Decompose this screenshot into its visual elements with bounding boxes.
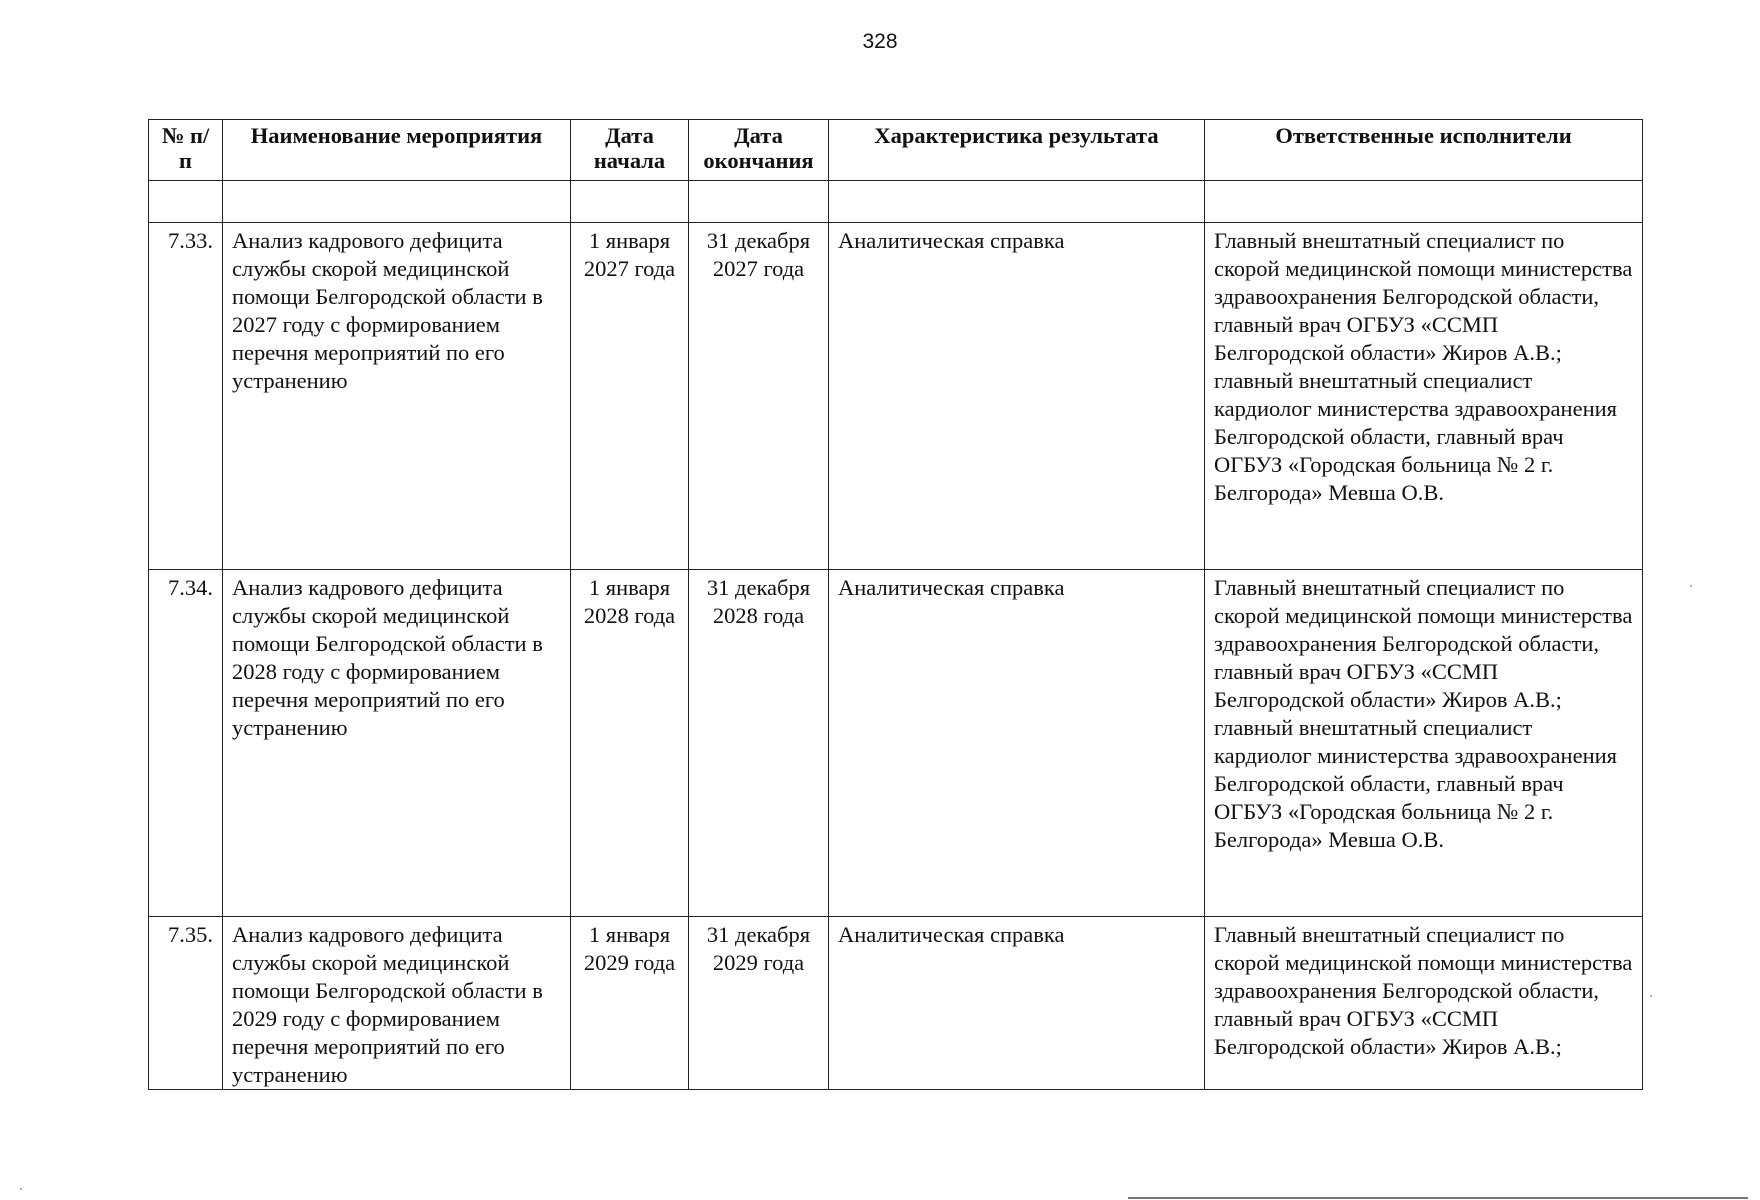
header-result: Характеристика результата bbox=[829, 120, 1205, 181]
scan-edge-line bbox=[1128, 1197, 1748, 1199]
page-number: 328 bbox=[862, 30, 898, 53]
scan-speck bbox=[1690, 585, 1692, 587]
header-start-date: Дата начала bbox=[571, 120, 689, 181]
start-date: 1 января 2027 года bbox=[571, 223, 689, 570]
header-end-date: Дата окончания bbox=[689, 120, 829, 181]
responsible-executors: Главный внештатный специалист по скорой медицинской помощи министерства здравоохранения Белгородской области, главный врач ОГБУЗ «ССМП Белгородской области» Жиров А.В.; главный внештатный специалист кардиолог министерства здравоохранения Белгородской области, главный врач ОГБУЗ «Городская больница № 2 г. Белгорода» Мевша О.В. bbox=[1205, 570, 1643, 917]
result-description: Аналитическая справка bbox=[829, 917, 1205, 1090]
empty-cell bbox=[689, 181, 829, 223]
start-date: 1 января 2028 года bbox=[571, 570, 689, 917]
table-row bbox=[149, 917, 1643, 1090]
end-date: 31 декабря 2028 года bbox=[689, 570, 829, 917]
header-name: Наименование мероприятия bbox=[223, 120, 571, 181]
activities-table bbox=[148, 119, 1643, 1090]
row-number: 7.33. bbox=[149, 223, 223, 570]
table-row bbox=[149, 223, 1643, 570]
responsible-executors: Главный внештатный специалист по скорой медицинской помощи министерства здравоохранения Белгородской области, главный врач ОГБУЗ «ССМП Белгородской области» Жиров А.В.; главный внештатный специалист кардиолог министерства здравоохранения Белгородской области, главный врач ОГБУЗ «Городская больница № 2 г. Белгорода» Мевша О.В. bbox=[1205, 223, 1643, 570]
end-date: 31 декабря 2029 года bbox=[689, 917, 829, 1090]
empty-cell bbox=[571, 181, 689, 223]
activity-name: Анализ кадрового дефицита службы скорой медицинской помощи Белгородской области в 2028 году с формированием перечня мероприятий по его устранению bbox=[223, 570, 571, 917]
result-description: Аналитическая справка bbox=[829, 570, 1205, 917]
table-row bbox=[149, 570, 1643, 917]
row-number: 7.34. bbox=[149, 570, 223, 917]
empty-cell bbox=[149, 181, 223, 223]
empty-row bbox=[149, 181, 1643, 223]
activity-name: Анализ кадрового дефицита службы скорой медицинской помощи Белгородской области в 2029 году с формированием перечня мероприятий по его устранению bbox=[223, 917, 571, 1090]
empty-cell bbox=[223, 181, 571, 223]
header-responsible: Ответственные исполнители bbox=[1205, 120, 1643, 181]
table-header-row bbox=[149, 120, 1643, 181]
responsible-executors: Главный внештатный специалист по скорой медицинской помощи министерства здравоохранения Белгородской области, главный врач ОГБУЗ «ССМП Белгородской области» Жиров А.В.; bbox=[1205, 917, 1643, 1090]
empty-cell bbox=[829, 181, 1205, 223]
end-date: 31 декабря 2027 года bbox=[689, 223, 829, 570]
start-date: 1 января 2029 года bbox=[571, 917, 689, 1090]
result-description: Аналитическая справка bbox=[829, 223, 1205, 570]
empty-cell bbox=[1205, 181, 1643, 223]
scan-speck bbox=[1650, 995, 1652, 997]
row-number: 7.35. bbox=[149, 917, 223, 1090]
activity-name: Анализ кадрового дефицита службы скорой медицинской помощи Белгородской области в 2027 году с формированием перечня мероприятий по его устранению bbox=[223, 223, 571, 570]
scan-speck bbox=[20, 1188, 22, 1190]
header-number: № п/п bbox=[149, 120, 223, 181]
